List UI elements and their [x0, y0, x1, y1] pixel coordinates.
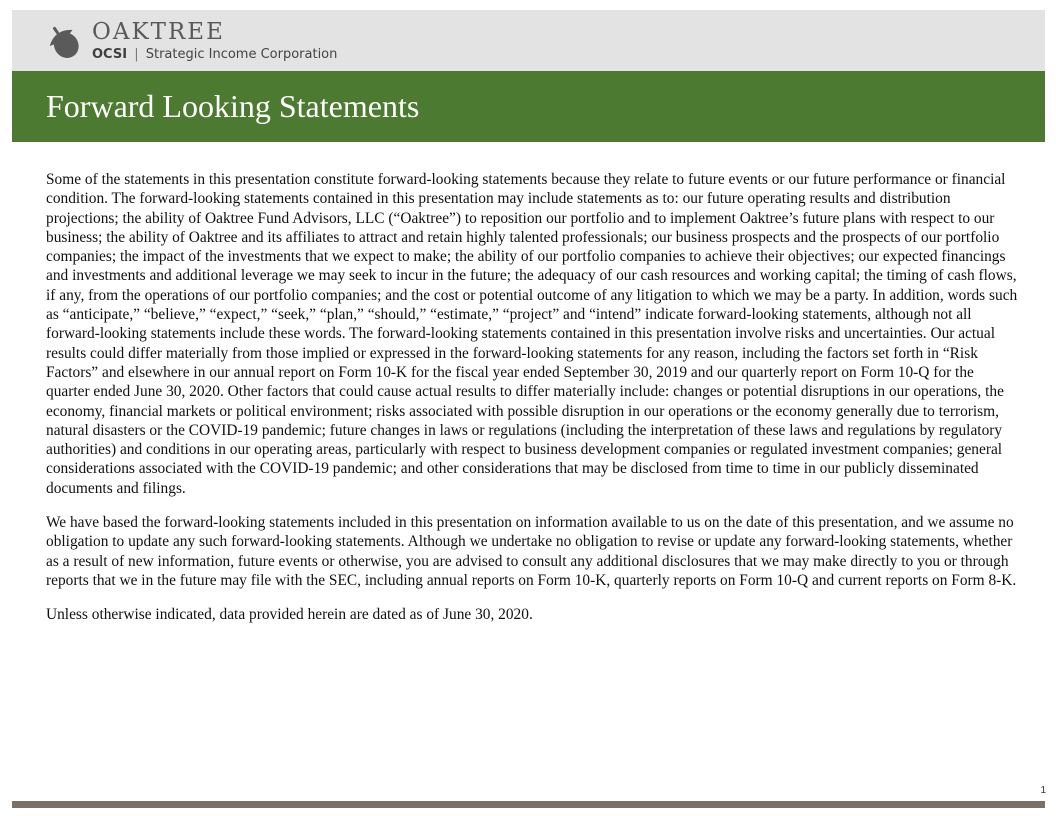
brand-name: OAKTREE [92, 19, 225, 45]
brand-subtitle [92, 47, 337, 63]
body-text [46, 170, 1020, 640]
page-title: Forward Looking Statements [46, 88, 420, 124]
acorn-icon [46, 20, 82, 60]
separator: | [134, 47, 139, 62]
ticker: OCSI [92, 47, 128, 62]
paragraph: Unless otherwise indicated, data provided herein are dated as of June 30, 2020. [46, 606, 533, 624]
footer-rule [12, 801, 1045, 808]
company-name: Strategic Income Corporation [145, 47, 338, 62]
paragraph: We have based the forward-looking statements included in this presentation on information available to us on the date of this presentation, and we assume no obligation to update any such forward-looking statements. Although we undertake no obligation to revise or update any forward-looking statements, whether as a result of new information, future events or otherwise, you are advised to consult any additional disclosures that we may make directly to you or through reports that we in the future may file with the SEC, including annual reports on Form 10-K, quarterly reports on Form 10-Q and current reports on Form 8-K. [46, 514, 1017, 589]
page-number: 1 [1040, 785, 1046, 796]
paragraph: Some of the statements in this presentation constitute forward-looking statements because they relate to future events or our future performance or financial condition. The forward-looking statements contained in this presentation may include statements as to: our future operating results and distribution projections; the ability of Oaktree Fund Advisors, LLC (“Oaktree”) to reposition our portfolio and to implement Oaktree’s future plans with respect to our business; the ability of Oaktree and its affiliates to attract and retain highly talented professionals; our business prospects and the prospects of our portfolio companies; the impact of the investments that we expect to make; the ability of our portfolio companies to achieve their objectives; our expected financings and investments and additional leverage we may seek to incur in the future; the adequacy of our cash resources and working capital; the timing of cash flows, if any, from the operations of our portfolio companies; and the cost or potential outcome of any litigation to which we may be a party. In addition, words such as “anticipate,” “believe,” “expect,” “seek,” “plan,” “should,” “estimate,” “project” and “intend” indicate forward-looking statements, although not all forward-looking statements include these words. The forward-looking statements contained in this presentation involve risks and uncertainties. Our actual results could differ materially from those implied or expressed in the forward-looking statements for any reason, including the factors set forth in “Risk Factors” and elsewhere in our annual report on Form 10-K for the fiscal year ended September 30, 2019 and our quarterly report on Form 10-Q for the quarter ended June 30, 2020. Other factors that could cause actual results to differ materially include: changes or potential disruptions in our operations, the economy, financial markets or political environment; risks associated with possible disruption in our operations or the economy generally due to terrorism, natural disasters or the COVID-19 pandemic; future changes in laws or regulations (including the interpretation of these laws and regulations by regulatory authorities) and conditions in our operating areas, particularly with respect to business development companies or regulated investment companies; general considerations associated with the COVID-19 pandemic; and other considerations that may be disclosed from time to time in our publicly disseminated documents and filings. [46, 171, 1018, 497]
